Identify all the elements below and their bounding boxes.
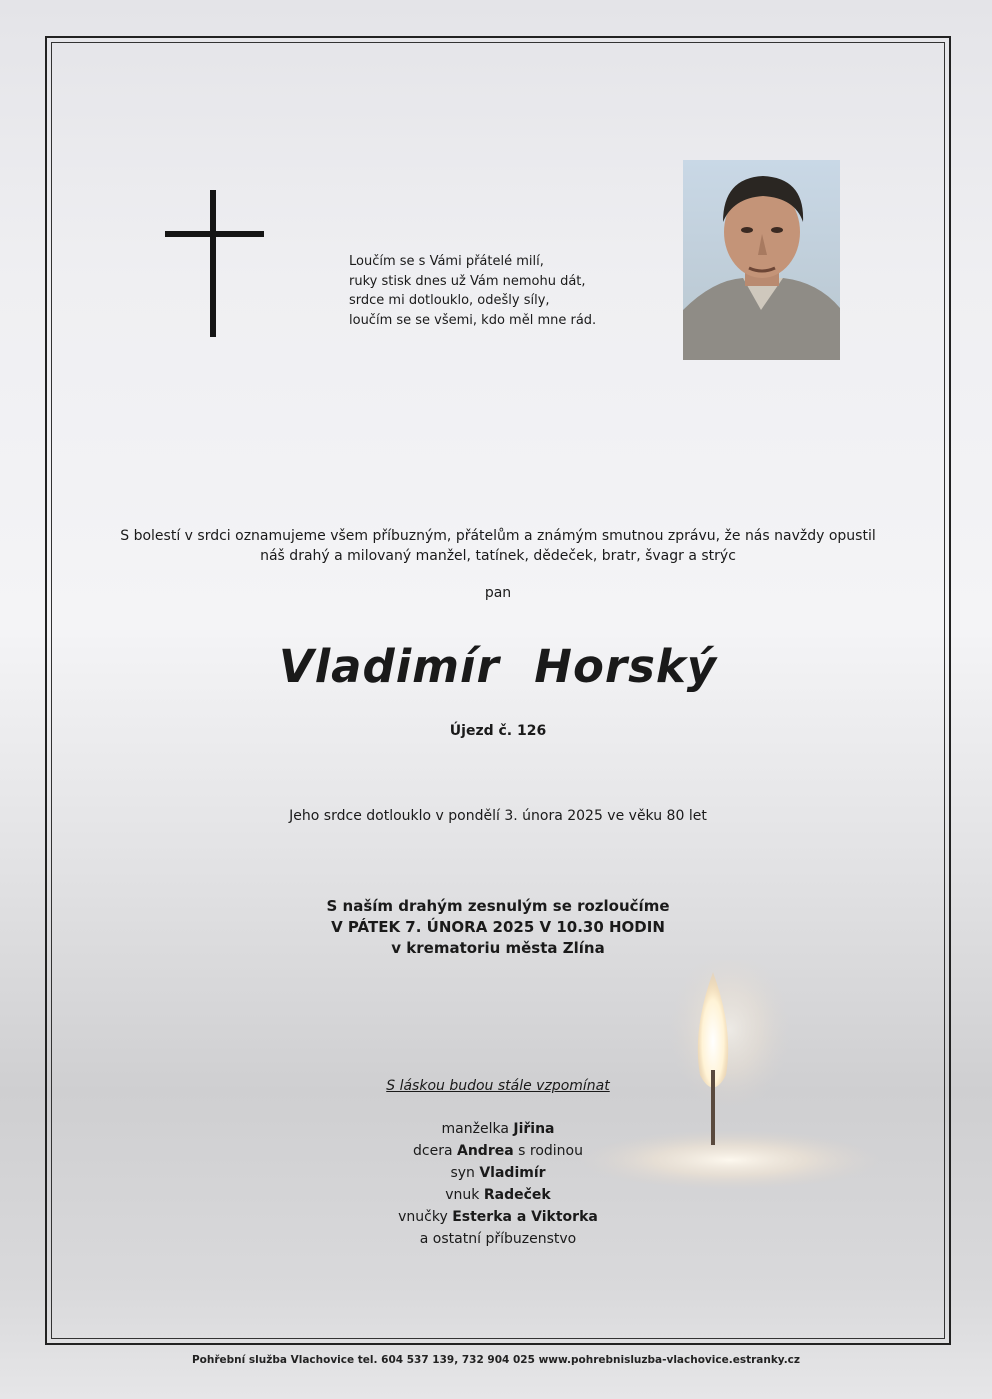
survivor-name: Vladimír (479, 1165, 546, 1181)
address: Újezd č. 126 (449, 723, 547, 739)
survivor-line (51, 1228, 945, 1250)
funeral-line: v krematoriu města Zlína (391, 939, 605, 957)
deceased-name: Vladimír Horský (278, 640, 718, 693)
cross-icon-bar (165, 231, 264, 237)
portrait-photo (683, 160, 840, 360)
survivor-name: Esterka a Viktorka (452, 1209, 598, 1225)
survivor-line (51, 1184, 945, 1206)
survivor-line (51, 1118, 945, 1140)
survivor-name: Andrea (457, 1143, 514, 1159)
announcement (51, 526, 945, 566)
survivor-relation: vnuk (445, 1187, 480, 1203)
survivor-line (51, 1162, 945, 1184)
survivor-line (51, 1206, 945, 1228)
poem-line: ruky stisk dnes už Vám nemohu dát, (349, 273, 586, 289)
poem-line: srdce mi dotlouklo, odešly síly, (349, 293, 550, 309)
survivor-relation: syn (450, 1165, 475, 1181)
death-notice: Jeho srdce dotlouklo v pondělí 3. února 2025 ve věku 80 let (289, 808, 707, 824)
title-prefix: pan (484, 585, 512, 601)
survivor-relation: a ostatní příbuzenstvo (419, 1231, 577, 1247)
announcement-line: náš drahý a milovaný manžel, tatínek, dědeček, bratr, švagr a strýc (260, 548, 736, 564)
survivor-line (51, 1140, 945, 1162)
farewell-poem (349, 252, 649, 330)
remember-title: S láskou budou stále vzpomínat (386, 1078, 610, 1094)
survivor-suffix: s rodinou (518, 1143, 583, 1159)
funeral-line: V PÁTEK 7. ÚNORA 2025 V 10.30 HODIN (331, 918, 665, 936)
funeral-info (51, 896, 945, 959)
survivor-relation: manželka (441, 1121, 509, 1137)
cross-icon (210, 190, 216, 337)
poem-line: Loučím se s Vámi přátelé milí, (349, 254, 544, 269)
survivor-relation: dcera (413, 1143, 453, 1159)
funeral-line: S naším drahým zesnulým se rozloučíme (326, 897, 670, 915)
survivor-name: Radeček (483, 1187, 551, 1203)
survivors-list (51, 1118, 945, 1250)
survivor-name: Jiřina (513, 1121, 555, 1137)
announcement-line: S bolestí v srdci oznamujeme všem příbuzným, přátelům a známým smutnou zprávu, že nás navždy opustil (120, 528, 876, 544)
survivor-relation: vnučky (398, 1209, 448, 1225)
poem-line: loučím se se všemi, kdo měl mne rád. (349, 312, 597, 328)
footer-contact: Pohřební služba Vlachovice tel. 604 537 139, 732 904 025 www.pohrebnisluzba-vlachovice.estranky.cz (191, 1354, 801, 1366)
